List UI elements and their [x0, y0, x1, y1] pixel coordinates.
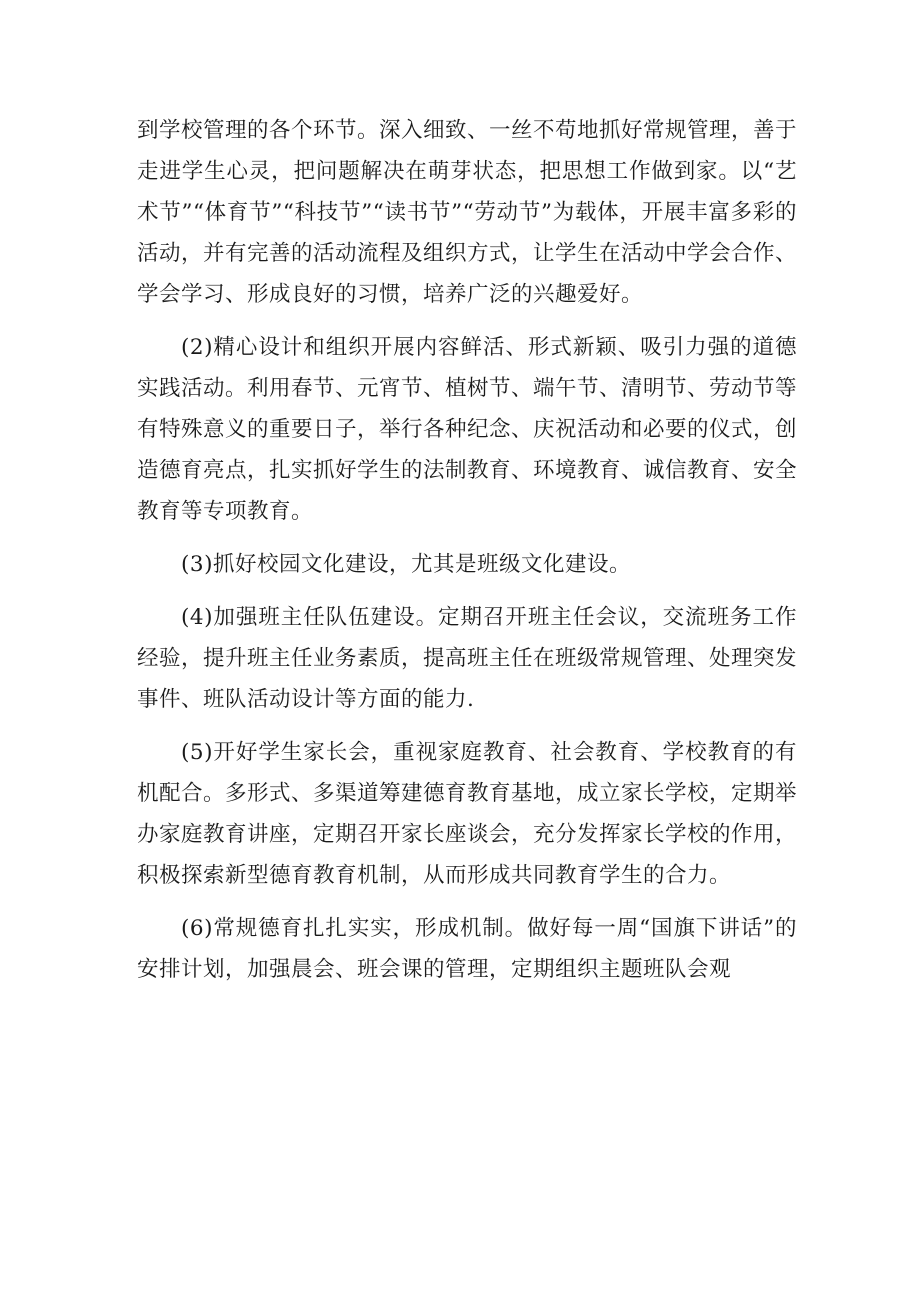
- paragraph-item-6: (6)常规德育扎扎实实，形成机制。做好每一周“国旗下讲话”的安排计划，加强晨会、班会课的管理，定期组织主题班队会观: [137, 916, 797, 982]
- document-body: [137, 110, 797, 1002]
- paragraph-item-4: (4)加强班主任队伍建设。定期召开班主任会议，交流班务工作经验，提升班主任业务素质，提高班主任在班级常规管理、处理突发事件、班队活动设计等方面的能力.: [137, 605, 798, 712]
- paragraph-item-3: (3)抓好校园文化建设，尤其是班级文化建设。: [181, 552, 631, 577]
- paragraph-item-2: (2)精心设计和组织开展内容鲜活、形式新颖、吸引力强的道德实践活动。利用春节、元宵节、植树节、端午节、清明节、劳动节等有特殊意义的重要日子，举行各种纪念、庆祝活动和必要的仪式，创造德育亮点，扎实抓好学生的法制教育、环境教育、诚信教育、安全教育等专项教育。: [137, 335, 798, 524]
- paragraph-item-5: (5)开好学生家长会，重视家庭教育、社会教育、学校教育的有机配合。多形式、多渠道筹建德育教育基地，成立家长学校，定期举办家庭教育讲座，定期召开家长座谈会，充分发挥家长学校的作用，积极探索新型德育教育机制，从而形成共同教育学生的合力。: [137, 740, 798, 888]
- paragraph-continuation: 到学校管理的各个环节。深入细致、一丝不苟地抓好常规管理，善于走进学生心灵，把问题解决在萌芽状态，把思想工作做到家。以“艺术节”“体育节”“科技节”“读书节”“劳动节”为载体，开展丰富多彩的活动，并有完善的活动流程及组织方式，让学生在活动中学会合作、学会学习、形成良好的习惯，培养广泛的兴趣爱好。: [137, 118, 798, 307]
